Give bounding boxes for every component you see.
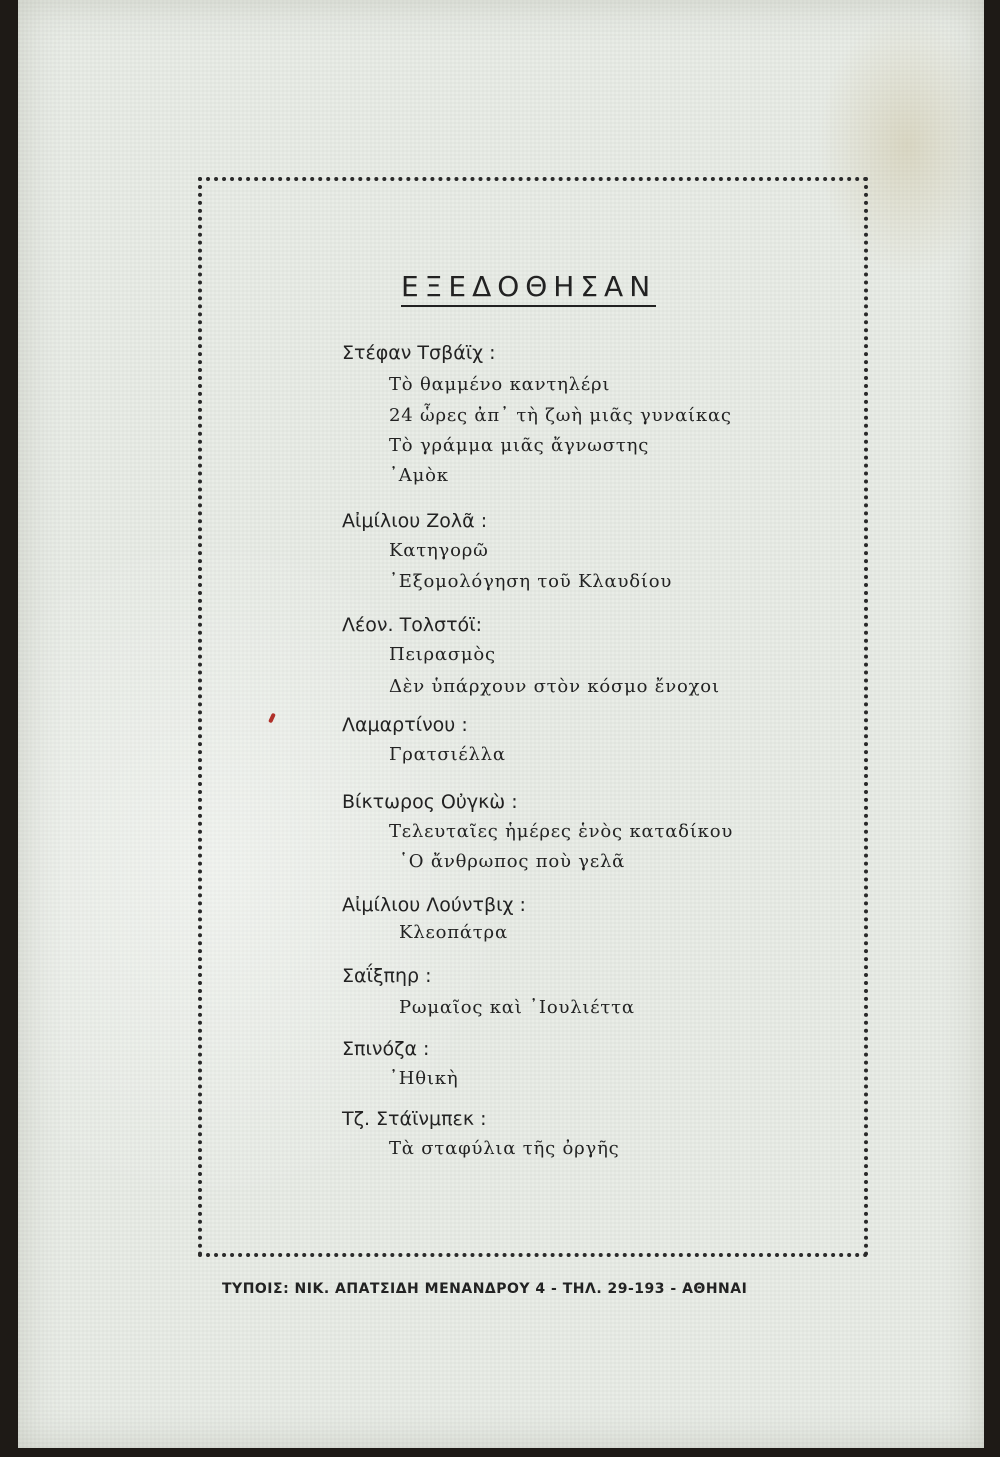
book-back-cover: [18, 0, 984, 1448]
author-zola: Αἰμίλιου Ζολᾶ :: [342, 510, 488, 532]
work-title: Τὰ σταφύλια τῆς ὀργῆς: [389, 1138, 620, 1159]
author-hugo: Βίκτωρος Οὐγκὼ :: [342, 791, 518, 813]
work-title: Κλεοπάτρα: [399, 922, 508, 943]
work-title: ᾽Εξομολόγηση τοῦ Κλαυδίου: [389, 571, 673, 592]
dotted-border-frame: [198, 177, 868, 1257]
author-shakespeare: Σαΐξπηρ :: [342, 965, 432, 987]
author-tolstoy: Λέον. Τολστόϊ:: [342, 614, 482, 636]
author-lamartine: Λαμαρτίνου :: [342, 714, 468, 736]
work-title: Κατηγορῶ: [389, 540, 489, 561]
author-steinbeck: Τζ. Στάϊνμπεκ :: [342, 1108, 487, 1130]
printer-imprint: ΤΥΠΟΙΣ: ΝΙΚ. ΑΠΑΤΣΙΔΗ ΜΕΝΑΝΔΡΟΥ 4 - ΤΗΛ. 29-193 - ΑΘΗΝΑΙ: [222, 1281, 748, 1297]
work-title: ᾽Ηθικὴ: [389, 1068, 459, 1089]
work-title: ῾Ο ἄνθρωπος ποὺ γελᾶ: [399, 851, 626, 872]
page-title: ΕΞΕΔΟΘΗΣΑΝ: [401, 270, 656, 307]
work-title: Πειρασμὸς: [389, 644, 496, 665]
work-title: ᾽Αμὸκ: [389, 465, 449, 486]
work-title: Γρατσιέλλα: [389, 744, 506, 765]
work-title: 24 ὧρες ἀπ᾽ τὴ ζωὴ μιᾶς γυναίκας: [389, 405, 732, 426]
work-title: Τὸ θαμμένο καντηλέρι: [389, 374, 611, 395]
author-zweig: Στέφαν Τσβάϊχ :: [342, 342, 496, 364]
work-title: Δὲν ὑπάρχουν στὸν κόσμο ἔνοχοι: [389, 676, 720, 697]
work-title: Ρωμαῖος καὶ ᾽Ιουλιέττα: [399, 997, 635, 1018]
work-title: Τὸ γράμμα μιᾶς ἄγνωστης: [389, 435, 650, 456]
author-spinoza: Σπινόζα :: [342, 1038, 430, 1060]
author-ludwig: Αἰμίλιου Λούντβιχ :: [342, 894, 526, 916]
work-title: Τελευταῖες ἡμέρες ἑνὸς καταδίκου: [389, 821, 734, 842]
